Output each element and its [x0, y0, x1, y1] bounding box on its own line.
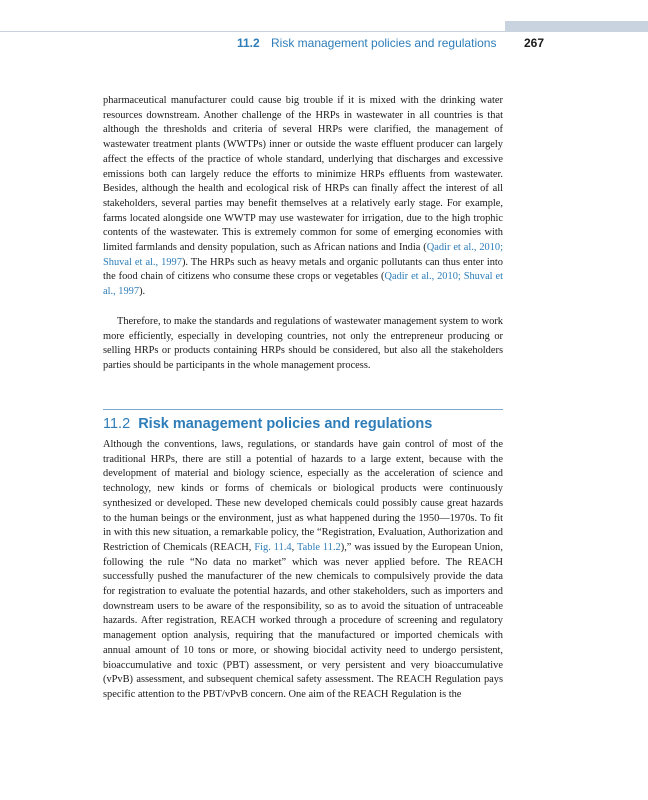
paragraph-1-text-b: ). The HRPs such as heavy metals and organic pollutants can thus enter into the food chain of citizens who consume these crops or vegetables ( — [103, 256, 503, 283]
figure-reference-link[interactable]: Fig. 11.4 — [254, 541, 292, 553]
section-heading — [103, 415, 503, 433]
paragraph-1-text-c: ). — [139, 286, 146, 298]
citation-qadir-shuval-2[interactable]: Qadir et al., 2010; Shuval et al., 1997 — [103, 271, 503, 298]
header-accent-bar — [505, 21, 648, 31]
section-heading-number: 11.2 — [103, 416, 131, 432]
running-header-title: Risk management policies and regulations — [271, 36, 497, 50]
paragraph-3-text-a: Although the conventions, laws, regulations, or standards have gain control of most of the traditional HRPs, there are still a potential of hazards to a large extent, because with the development of material and biology science, especially as the acceleration of science and technology, new kinds or forms of chemicals or biological products were continuously synthesized or developed. These new developed chemicals could possibly cause great hazards to the human beings or the environment, just as what happened during the 1950—1970s. To fit in with this new situation, a remarkable policy, the “Registration, Evaluation, Authorization and Restriction of Chemicals (REACH, — [103, 439, 503, 553]
paragraph-2 — [103, 315, 503, 374]
citation-separator: , — [291, 541, 298, 553]
citation-qadir-shuval-1[interactable]: Qadir et al., 2010; Shuval et al., 1997 — [103, 242, 503, 268]
running-header — [0, 36, 648, 52]
paragraph-3-text-b: ),” was issued by the European Union, following the rule “No data no market” which was never applied before. The REACH successfully pushed the manufacturer of the new chemicals to compulsively provide the data for registration to evaluate the potential hazards, and other stakeholders, such as importers and downstream users to be aware of the responsibility, so as to avoid the situation of untraceable hazards. After registration, REACH worked through a procedure of screening and regulatory management option analysis, requiring that the manufactured or imported chemicals with annual amount of 10 tons or more, or showing biocidal activity need to undergo persistent, bioaccumulative and toxic (PBT) assessment, or very persistent and very bioaccumulative (vPvB) assessment, and subsequent chemical safety assessment. The REACH Regulation pays specific attention to the PBT/vPvB concern. One aim of the REACH Regulation is the — [103, 541, 503, 700]
paragraph-2-text: Therefore, to make the standards and regulations of wastewater management system to work more efficiently, especially in developing countries, not only the entrepreneur producing or selling HRPs or products containing HRPs should be considered, but also all the stakeholders parties should be participants in the whole management process. — [103, 316, 503, 372]
section-heading-title: Risk management policies and regulations — [138, 416, 433, 432]
paragraph-1-text-a: pharmaceutical manufacturer could cause big trouble if it is mixed with the drinking water resources downstream. Another challenge of the HRPs in wastewater in all countries is that although the thresholds and criteria of several HRPs were clarified, the management of wastewater treatment plants (WWTPs) inner or outside the waste effluent producer can largely affect the effects of the practice of whole standard, underlying that discharges and excessive emissions both can largely reduce the efforts to minimize HRPs effluents from wastewater. Besides, although the health and ecological risk of HRPs can finally affect the interest of all stakeholders, several parties may benefit themselves at a relatively early stage. For example, farms located alongside one WWTP may use wastewater for irrigation, due to the high trophic contents of the wastewater. This is extremely common for some of emerging economies with limited farmlands and density population, such as African nations and India ( — [103, 95, 503, 254]
paragraph-1 — [103, 94, 503, 300]
running-header-section-number: 11.2 — [237, 36, 260, 50]
header-rule — [0, 31, 648, 32]
page-number: 267 — [524, 36, 545, 50]
paragraph-3 — [103, 438, 503, 703]
table-reference-link[interactable]: Table 11.2 — [297, 541, 341, 553]
section-divider — [103, 409, 503, 410]
